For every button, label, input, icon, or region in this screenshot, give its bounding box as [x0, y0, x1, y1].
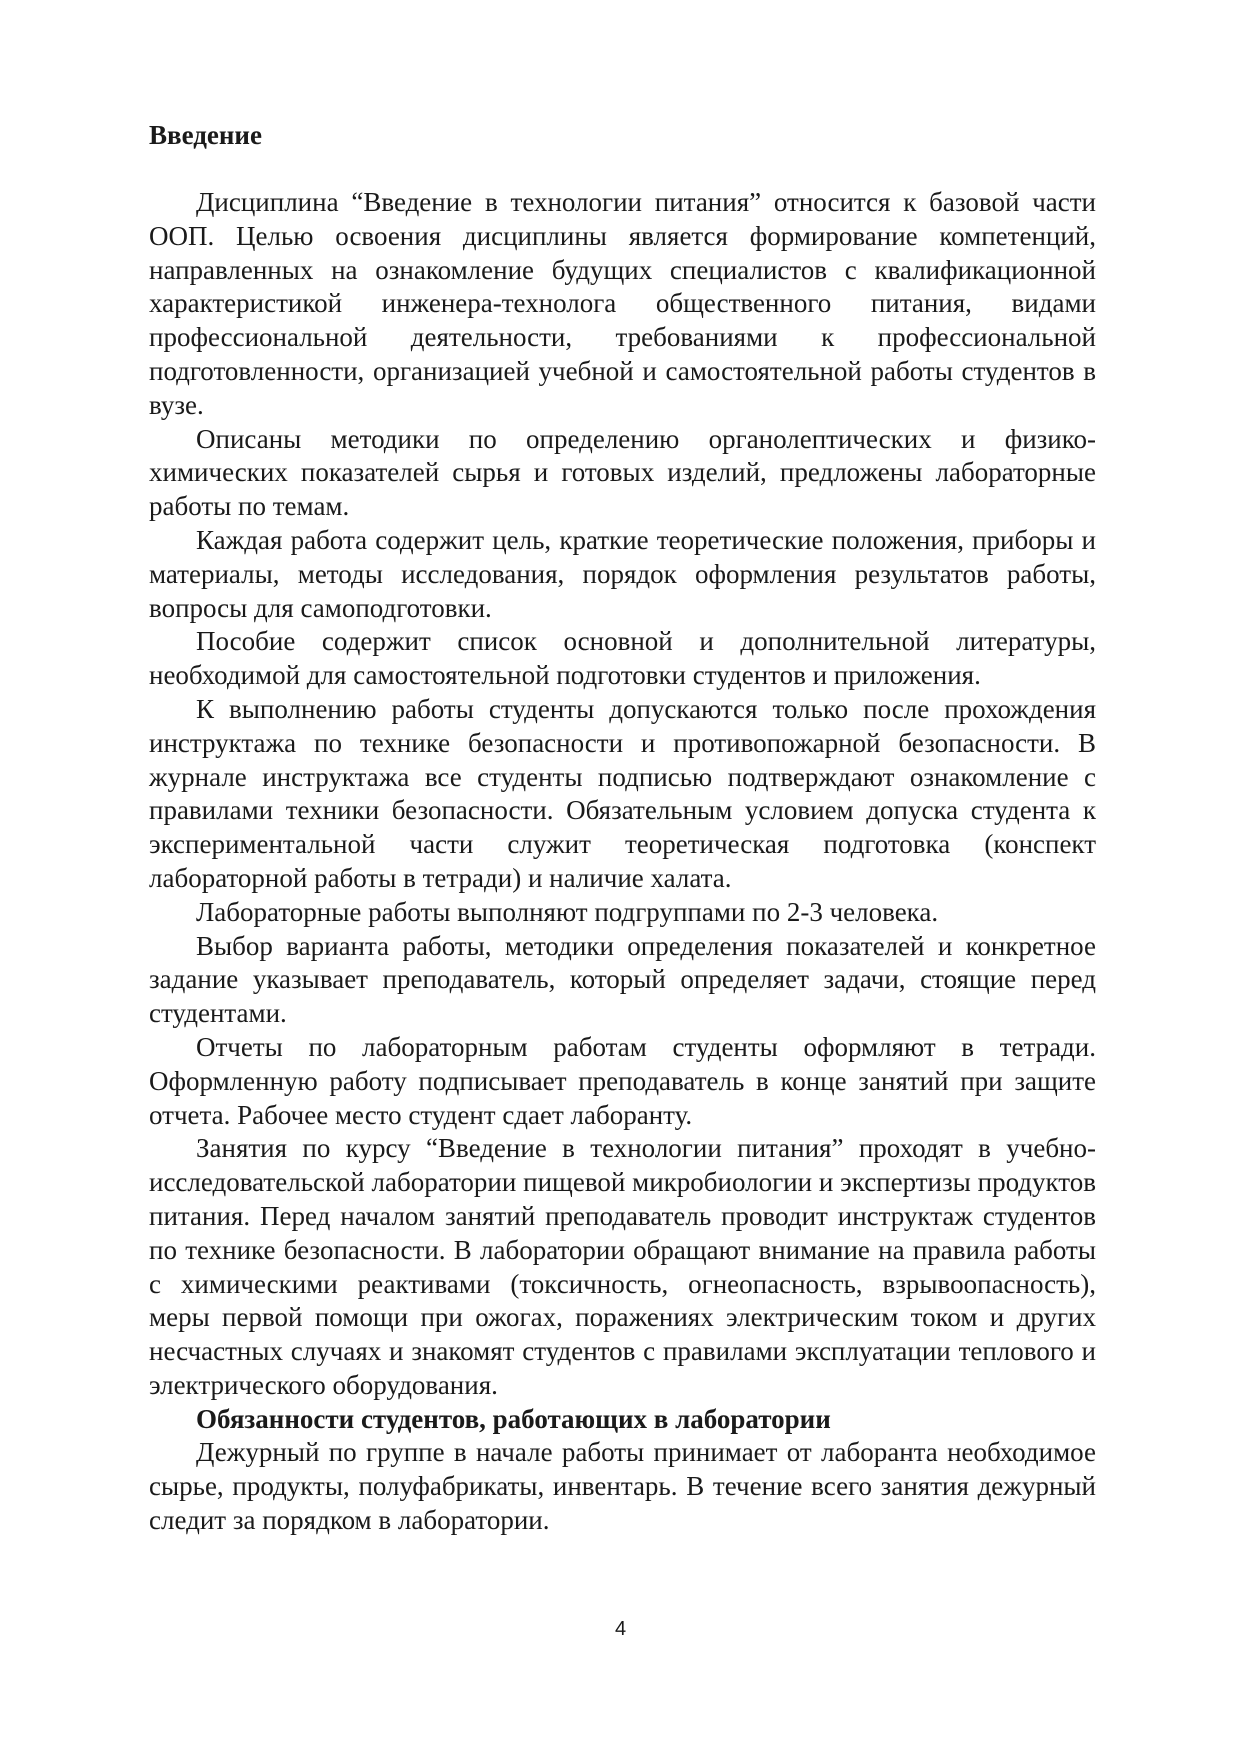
- paragraph-duty-student: Дежурный по группе в начале работы принимает от лаборанта необходимое сырье, продукты, полуфабрикаты, инвентарь. В течение всего занятия дежурный следит за порядком в лаборатории.: [149, 1437, 1096, 1536]
- page-number: 4: [614, 1618, 627, 1640]
- paragraph-admission: К выполнению работы студенты допускаются только после прохождения инструктажа по технике безопасности и противопожарной безопасности. В журнале инструктажа все студенты подписью подтверждают ознакомление с правилами техники безопасности. Обязательным условием допуска студента к экспериментальной части служит теоретическая подготовка (конспект лабораторной работы в тетради) и наличие халата.: [149, 693, 1096, 893]
- paragraph-reports: Отчеты по лабораторным работам студенты оформляют в тетради. Оформленную работу подписывает преподаватель в конце занятий при защите отчета. Рабочее место студент сдает лаборанту.: [149, 1031, 1096, 1130]
- section-title: Введение: [149, 120, 262, 150]
- paragraph-lab-classes: Занятия по курсу “Введение в технологии питания” проходят в учебно-исследовательской лаборатории пищевой микробиологии и экспертизы продуктов питания. Перед началом занятий преподаватель проводит инструктаж студентов по технике безопасности. В лаборатории обращают внимание на правила работы с химическими реактивами (токсичность, огнеопасность, взрывоопасность), меры первой помощи при ожогах, поражениях электрическим током и других несчастных случаях и знакомят студентов с правилами эксплуатации теплового и электрического оборудования.: [149, 1133, 1096, 1400]
- document-page: [149, 118, 1096, 1538]
- paragraph-methods: Описаны методики по определению органолептических и физико-химических показателей сырья и готовых изделий, предложены лабораторные работы по темам.: [149, 423, 1096, 522]
- paragraph-variant-choice: Выбор варианта работы, методики определения показателей и конкретное задание указывает преподаватель, который определяет задачи, стоящие перед студентами.: [149, 930, 1096, 1029]
- paragraph-discipline: Дисциплина “Введение в технологии питания” относится к базовой части ООП. Целью освоения дисциплины является формирование компетенций, направленных на ознакомление будущих специалистов с квалификационной характеристикой инженера-технолога общественного питания, видами профессиональной деятельности, требованиями к профессиональной подготовленности, организацией учебной и самостоятельной работы студентов в вузе.: [149, 187, 1096, 420]
- subheading-student-duties: Обязанности студентов, работающих в лаборатории: [196, 1403, 831, 1434]
- paragraph-manual-contents: Пособие содержит список основной и дополнительной литературы, необходимой для самостоятельной подготовки студентов и приложения.: [149, 626, 1096, 691]
- paragraph-subgroups: Лабораторные работы выполняют подгруппами по 2-3 человека.: [196, 896, 939, 927]
- paragraph-work-contents: Каждая работа содержит цель, краткие теоретические положения, приборы и материалы, методы исследования, порядок оформления результатов работы, вопросы для самоподготовки.: [149, 524, 1096, 623]
